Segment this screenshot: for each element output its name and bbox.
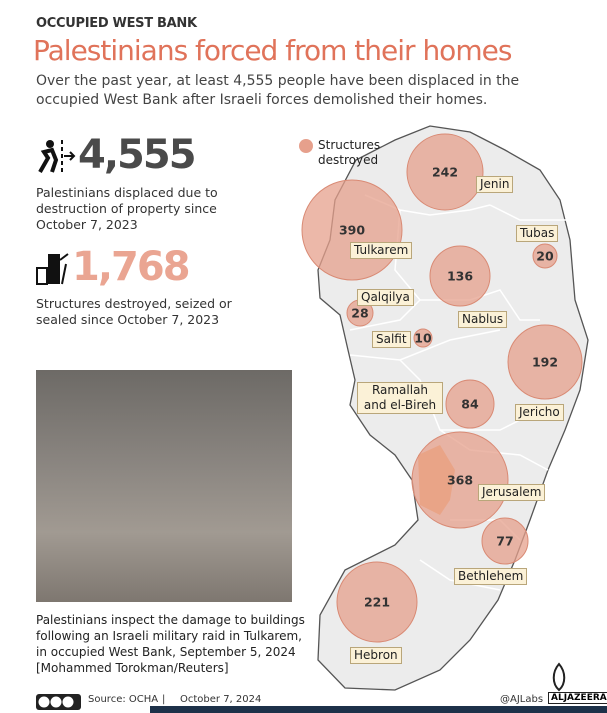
- footer-separator: |: [162, 694, 166, 705]
- value-tubas: 20: [536, 248, 554, 264]
- page-title: Palestinians forced from their homes: [33, 34, 512, 67]
- subtitle: Over the past year, at least 4,555 people have been displaced in the occupied West Bank after Israeli forces demolished their homes.: [36, 73, 520, 108]
- aljazeera-emblem-icon: [548, 662, 570, 692]
- label-jenin: Jenin: [476, 176, 513, 193]
- value-hebron: 221: [363, 594, 391, 610]
- value-salfit: 10: [414, 330, 432, 346]
- label-qalqilya: Qalqilya: [357, 289, 414, 306]
- creative-commons-icon: [36, 694, 81, 710]
- label-hebron: Hebron: [350, 647, 402, 664]
- label-tubas: Tubas: [516, 225, 558, 242]
- legend-swatch: [299, 139, 313, 153]
- label-jericho: Jericho: [515, 404, 564, 421]
- footer-bar: [150, 706, 607, 713]
- label-bethlehem: Bethlehem: [454, 568, 527, 585]
- value-qalqilya: 28: [351, 305, 369, 321]
- value-ramallah: 84: [461, 396, 479, 412]
- label-tulkarem: Tulkarem: [350, 242, 412, 259]
- source: Source: OCHA: [88, 694, 159, 705]
- label-salfit: Salfit: [372, 331, 411, 348]
- kicker: OCCUPIED WEST BANK: [36, 16, 197, 31]
- displaced-description: Palestinians displaced due to destruction of property since October 7, 2023: [36, 185, 218, 232]
- label-nablus: Nablus: [458, 311, 507, 328]
- value-bethlehem: 77: [496, 533, 514, 549]
- credit: @AJLabs: [500, 694, 544, 705]
- structures-description: Structures destroyed, seized or sealed since October 7, 2023: [36, 296, 232, 327]
- footer-date: October 7, 2024: [180, 694, 262, 705]
- displaced-count: 4,555: [78, 132, 195, 178]
- aljazeera-logo: ALJAZEERA: [548, 692, 607, 704]
- value-jerusalem: 368: [446, 472, 474, 488]
- label-ramallah: Ramallah and el-Bireh: [357, 382, 443, 414]
- photo-caption: Palestinians inspect the damage to buildings following an Israeli military raid in Tulkarem, in occupied West Bank, September 5, 2024 [Mohammed Torokman/Reuters]: [36, 613, 305, 675]
- map-legend: Structures destroyed: [318, 138, 381, 167]
- value-jericho: 192: [531, 354, 559, 370]
- value-nablus: 136: [446, 268, 474, 284]
- value-jenin: 242: [431, 164, 459, 180]
- value-tulkarem: 390: [338, 222, 366, 238]
- structures-count: 1,768: [72, 244, 189, 290]
- label-jerusalem: Jerusalem: [478, 484, 545, 501]
